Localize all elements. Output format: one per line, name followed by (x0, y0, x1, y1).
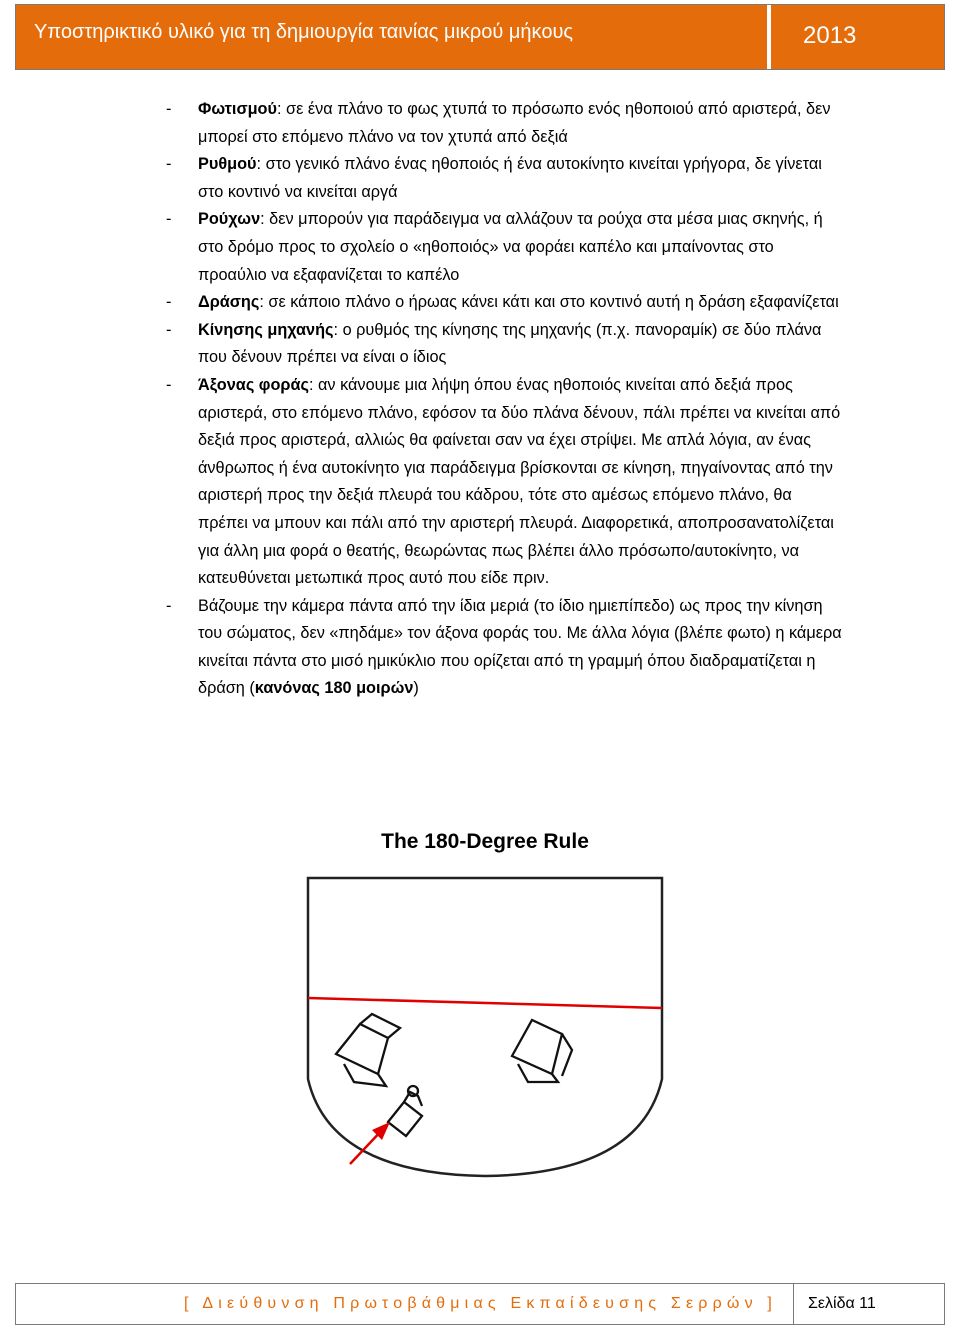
item-end: ) (413, 679, 419, 698)
footer-organization: [ Διεύθυνση Πρωτοβάθμιας Εκπαίδευσης Σερρών ] (16, 1284, 794, 1324)
list-item (166, 151, 846, 206)
item-text: : δεν μπορούν για παράδειγμα να αλλάζουν τα ρούχα στα μέσα μιας σκηνής, ή στο δρόμο προς το σχολείο ο «ηθοποιός» να φοράει καπέλο και μπαίνοντας στο προαύλιο να εξαφανίζεται το καπέλο (198, 210, 823, 284)
list-dash: - (166, 100, 172, 118)
item-bold: κανόνας 180 μοιρών (254, 679, 414, 698)
list-dash: - (166, 375, 172, 394)
list-item (166, 317, 846, 372)
list-dash: - (166, 293, 172, 312)
list-dash: - (166, 210, 172, 229)
rule-illustration (300, 824, 670, 1194)
actor-left-icon (336, 1014, 400, 1086)
list-item (166, 593, 846, 703)
diagram-drawing (300, 824, 670, 1194)
item-term: Δράσης (198, 293, 260, 312)
page-footer (15, 1283, 945, 1325)
item-term: Ρούχων (198, 210, 261, 229)
figure-title: The 180-Degree Rule (381, 830, 589, 853)
actor-right-icon (512, 1020, 572, 1082)
list-item (166, 289, 846, 317)
list-dash: - (166, 596, 172, 615)
header-year: 2013 (771, 5, 944, 69)
item-term: Κίνησης μηχανής (198, 320, 334, 339)
list-item (166, 372, 846, 593)
item-text: : αν κάνουμε μια λήψη όπου ένας ηθοποιός κινείται από δεξιά προς αριστερά, στο επόμενο πλάνο, εφόσον τα δύο πλάνα δένουν, πάλι πρέπει να κινείται από δεξιά προς αριστερά, αλλιώς θα φαίνεται σαν να έχει στρίψει. Με απλά λόγια, αν ένας άνθρωπος ή ένα αυτοκίνητο για παράδειγμα βρίσκονται σε κίνηση, πηγαίνοντας από την αριστερή προς την δεξιά πλευρά του κάδρου, τότε στο αμέσως επόμενο πλάνο, θα πρέπει να μπουν και πάλι από την αριστερή πλευρά. Διαφορετικά, αποπροσανατολίζεται για άλλη μια φορά ο θεατής, θεωρώντας πως βλέπει άλλο πρόσωπο/αυτοκίνητο, να κατευθύνεται μετωπικά προς αυτό που είδε πριν. (198, 375, 841, 588)
item-text: : ο ρυθμός της κίνησης της μηχανής (π.χ. πανοραμίκ) σε δύο πλάνα που δένουν πρέπει να είναι ο ίδιος (198, 320, 822, 367)
pointer-arrow-icon (350, 1122, 390, 1164)
list-dash: - (166, 320, 172, 339)
list-item (166, 206, 846, 289)
item-term: Άξονας φοράς (198, 375, 309, 394)
axis-line (308, 998, 662, 1008)
item-text: : σε κάποιο πλάνο ο ήρωας κάνει κάτι και στο κοντινό αυτή η δράση εξαφανίζεται (259, 293, 839, 312)
stage-outline (308, 878, 662, 1176)
camera-icon (388, 1086, 422, 1136)
list-dash: - (166, 155, 172, 174)
page-header (15, 4, 945, 70)
item-text: : σε ένα πλάνο το φως χτυπά το πρόσωπο ενός ηθοποιού από αριστερά, δεν μπορεί στο επόμενο πλάνο να τον χτυπά από δεξιά (198, 100, 831, 146)
item-text: : στο γενικό πλάνο ένας ηθοποιός ή ένα αυτοκίνητο κινείται γρήγορα, δε γίνεται στο κοντινό να κινείται αργά (198, 155, 822, 201)
item-text: Βάζουμε την κάμερα πάντα από την ίδια μεριά (το ίδιο ημιεπίπεδο) ως προς την κίνηση του σώματος, δεν «πηδάμε» τον άξονα φοράς του. Με άλλα λόγια (βλέπε φωτο) η κάμερα κινείται πάντα στο μισό ημικύκλιο που ορίζεται από τη γραμμή όπου διαδραματίζεται η δράση ( (198, 596, 842, 698)
item-term: Φωτισμού (198, 100, 277, 118)
list-item (166, 96, 846, 151)
document-body (166, 96, 846, 703)
page-number: Σελίδα 11 (808, 1295, 876, 1312)
header-title: Υποστηρικτικό υλικό για τη δημιουργία ταινίας μικρού μήκους (16, 5, 767, 69)
item-term: Ρυθμού (198, 155, 257, 174)
